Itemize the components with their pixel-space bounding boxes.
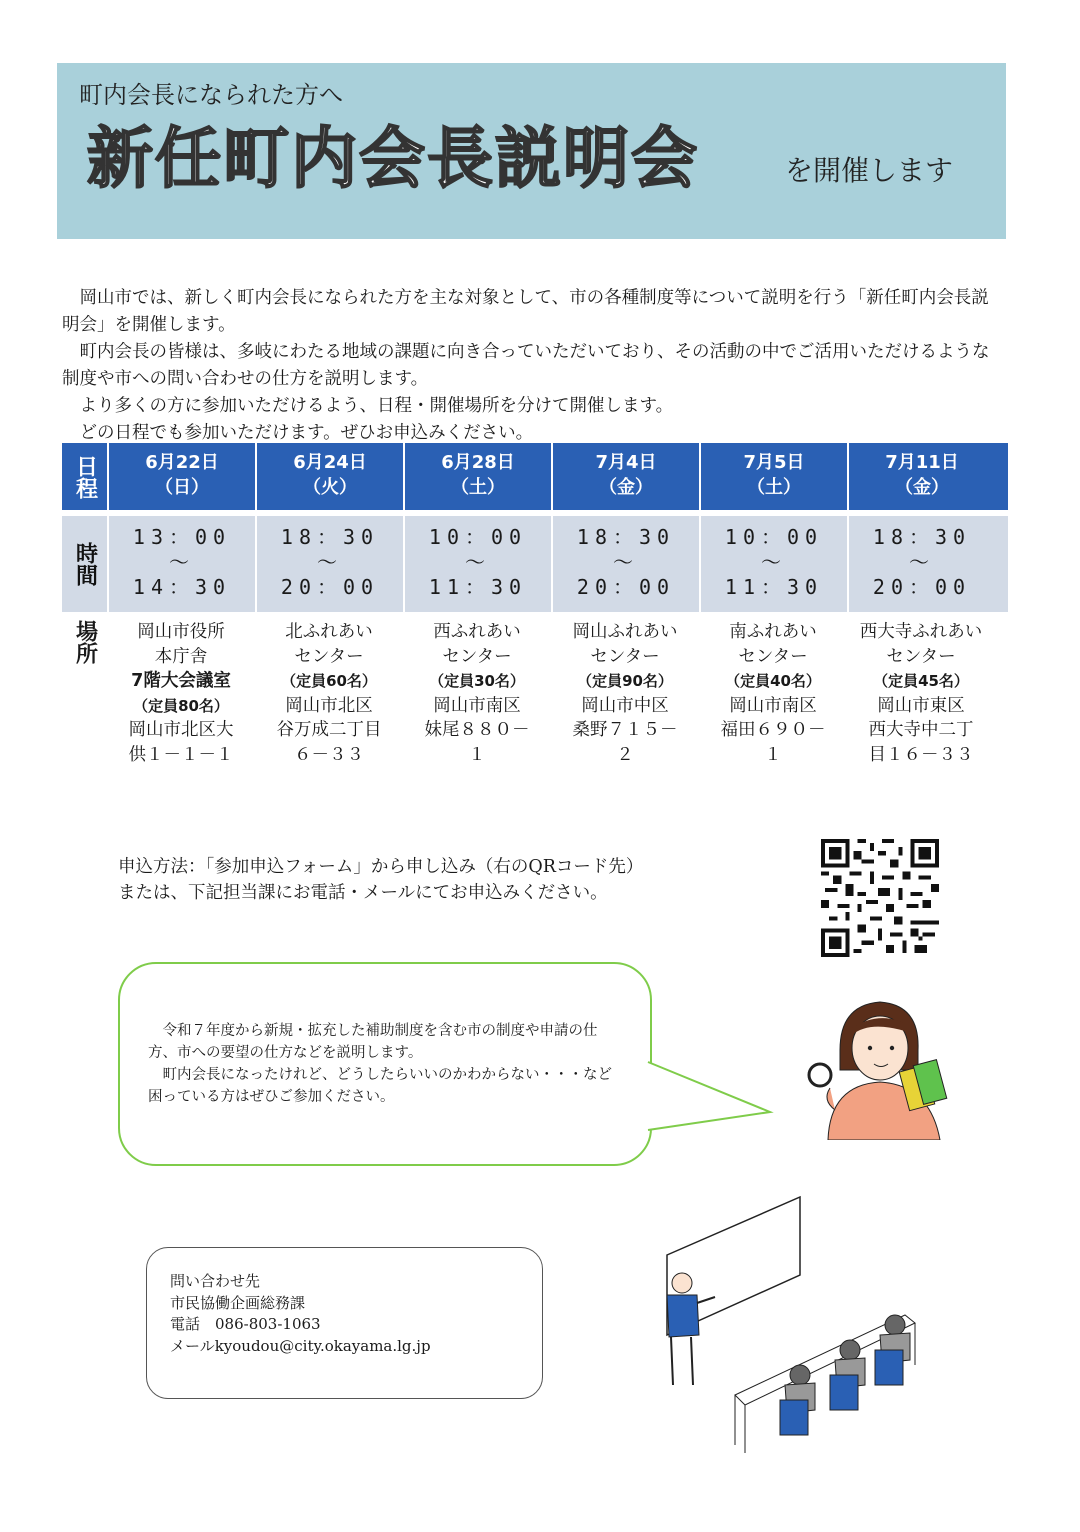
place-cell: 西ふれあい センター （定員30名） 岡山市南区 妹尾８８０－ １ [424, 622, 530, 765]
time-cell: 18：30 ～ 20：00 [847, 516, 995, 612]
date-cell: 6月24日 （火） [255, 443, 403, 510]
speech-bubble-tail [630, 1060, 780, 1140]
page-title: 新任町内会長説明会 [87, 120, 699, 197]
schedule-table [62, 443, 1008, 767]
date-label: 日程 [72, 454, 98, 499]
apply-line: 申込方法：「参加申込フォーム」から申し込み（右のQRコード先） [118, 857, 644, 877]
header-banner [57, 63, 1006, 239]
place-cell: 西大寺ふれあい センター （定員45名） 岡山市東区 西大寺中二丁 目１６－３３ [859, 622, 983, 765]
intro-paragraph: 岡山市では、新しく町内会長になられた方を主な対象として、市の各種制度等について説明を行う「新任町内会長説明会」を開催します。 [62, 288, 989, 335]
time-label: 時間 [72, 542, 98, 586]
date-cell: 7月4日 （金） [551, 443, 699, 510]
place-cell: 北ふれあい センター （定員60名） 岡山市北区 谷万成二丁目 ６－３３ [276, 622, 382, 765]
qr-code-icon[interactable] [821, 839, 939, 957]
intro-paragraph: 町内会長の皆様は、多岐にわたる地域の課題に向き合っていただいており、その活動の中でご活用いただけるような制度や市への問い合わせの仕方を説明します。 [62, 342, 990, 389]
date-cell: 6月28日 （土） [403, 443, 551, 510]
place-cell: 岡山ふれあい センター （定員90名） 岡山市中区 桑野７１５－ ２ [572, 622, 678, 765]
contact-info [170, 1271, 431, 1357]
time-cell: 18：30 ～ 20：00 [255, 516, 403, 612]
bubble-text [148, 1020, 618, 1108]
place-label: 場所 [72, 620, 98, 664]
bubble-paragraph: 令和７年度から新規・拡充した補助制度を含む市の制度や申請の仕方、市への要望の仕方などを説明します。 [148, 1023, 598, 1061]
classroom-illustration [655, 1195, 955, 1455]
time-cell: 10：00 ～ 11：30 [699, 516, 847, 612]
contact-department: 市民協働企画総務課 [170, 1293, 306, 1312]
time-cell: 13：00 ～ 14：30 [107, 516, 255, 612]
date-row [62, 443, 1008, 510]
place-cell: 南ふれあい センター （定員40名） 岡山市南区 福田６９０－ １ [720, 622, 826, 765]
application-method [118, 854, 643, 906]
woman-presenter-illustration [800, 990, 950, 1140]
place-row [62, 618, 1008, 767]
date-cell: 6月22日 （日） [107, 443, 255, 510]
contact-phone[interactable]: 電話 086-803-1063 [170, 1315, 321, 1333]
apply-line: または、下記担当課にお電話・メールにてお申込みください。 [118, 883, 608, 903]
date-cell: 7月5日 （土） [699, 443, 847, 510]
intro-paragraph: どの日程でも参加いただけます。ぜひお申込みください。 [79, 423, 534, 443]
contact-email[interactable]: メールkyoudou@city.okayama.lg.jp [170, 1336, 431, 1355]
contact-heading: 問い合わせ先 [170, 1272, 261, 1290]
intro-text [62, 285, 1002, 447]
header-subtitle: 町内会長になられた方へ [79, 81, 343, 109]
time-row [62, 516, 1008, 612]
intro-paragraph: より多くの方に参加いただけるよう、日程・開催場所を分けて開催します。 [79, 396, 674, 416]
title-suffix: を開催します [785, 154, 954, 187]
place-cell: 岡山市役所 本庁舎 7階大会議室 （定員80名） 岡山市北区大 供１－１－１ [128, 622, 234, 765]
time-cell: 10：00 ～ 11：30 [403, 516, 551, 612]
date-cell: 7月11日 （金） [847, 443, 995, 510]
time-cell: 18：30 ～ 20：00 [551, 516, 699, 612]
bubble-paragraph: 町内会長になったけれど、どうしたらいいのかわからない・・・など困っている方はぜひご参加ください。 [148, 1067, 612, 1105]
